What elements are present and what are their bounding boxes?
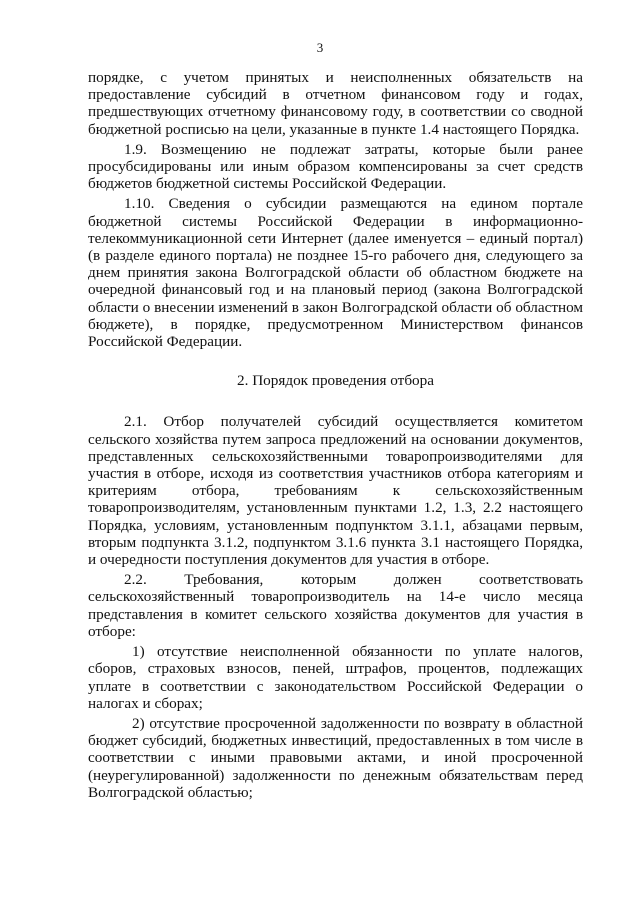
paragraph: 2) отсутствие просроченной задолженности по возврату в областной бюджет субсидий, бюджетных инвестиций, предоставленных в том числе в соответствии с иными правовыми актами, и иной просроченной (неурегулированной) задолженности по денежным обязательствам перед Волгоградской областью; bbox=[88, 714, 583, 801]
paragraph: 2.2. Требования, которым должен соответствовать сельскохозяйственный товаропроизводитель на 14-е число месяца представления в комитет сельского хозяйства документов для участия в отборе: bbox=[88, 571, 583, 640]
paragraphs-after bbox=[88, 413, 583, 800]
paragraphs-before bbox=[88, 69, 583, 350]
paragraph: порядке, с учетом принятых и неисполненных обязательств на предоставление субсидий в отчетном финансовом году и годах, предшествующих отчетному финансовому году, в соответствии со сводной бюджетной росписью на цели, указанные в пункте 1.4 настоящего Порядка. bbox=[88, 69, 583, 138]
paragraph: 2.1. Отбор получателей субсидий осуществляется комитетом сельского хозяйства путем запроса предложений на основании документов, представленных сельскохозяйственными товаропроизводителями для участия в отборе, исходя из соответствия участников отбора категориям и критериям отбора, требованиям к сельскохозяйственным товаропроизводителям, установленным пунктами 1.2, 1.3, 2.2 настоящего Порядка, условиям, установленным подпунктом 3.1.1, абзацами первым, вторым подпункта 3.1.2, подпунктом 3.1.6 пункта 3.1 настоящего Порядка, и очередности поступления документов для участия в отборе. bbox=[88, 413, 583, 569]
section-heading: 2. Порядок проведения отбора bbox=[237, 372, 434, 390]
paragraph: 1.10. Сведения о субсидии размещаются на едином портале бюджетной системы Российской Федерации в информационно-телекоммуникационной сети Интернет (далее именуется – единый портал) (в разделе единого портала) не позднее 15-го рабочего дня, следующего за днем принятия закона Волгоградской области об областном бюджете на очередной финансовый год и на плановый период (закона Волгоградской области о внесении изменений в закон Волгоградской области об областном бюджете), в порядке, предусмотренном Министерством финансов Российской Федерации. bbox=[88, 195, 583, 351]
paragraph: 1.9. Возмещению не подлежат затраты, которые были ранее просубсидированы или иным образом компенсированы за счет средств бюджетов бюджетной системы Российской Федерации. bbox=[88, 140, 583, 193]
paragraph: 1) отсутствие неисполненной обязанности по уплате налогов, сборов, страховых взносов, пеней, штрафов, процентов, подлежащих уплате в соответствии с законодательством Российской Федерации о налогах и сборах; bbox=[88, 643, 583, 712]
page-number: 3 bbox=[316, 40, 324, 55]
document-body bbox=[88, 69, 583, 801]
